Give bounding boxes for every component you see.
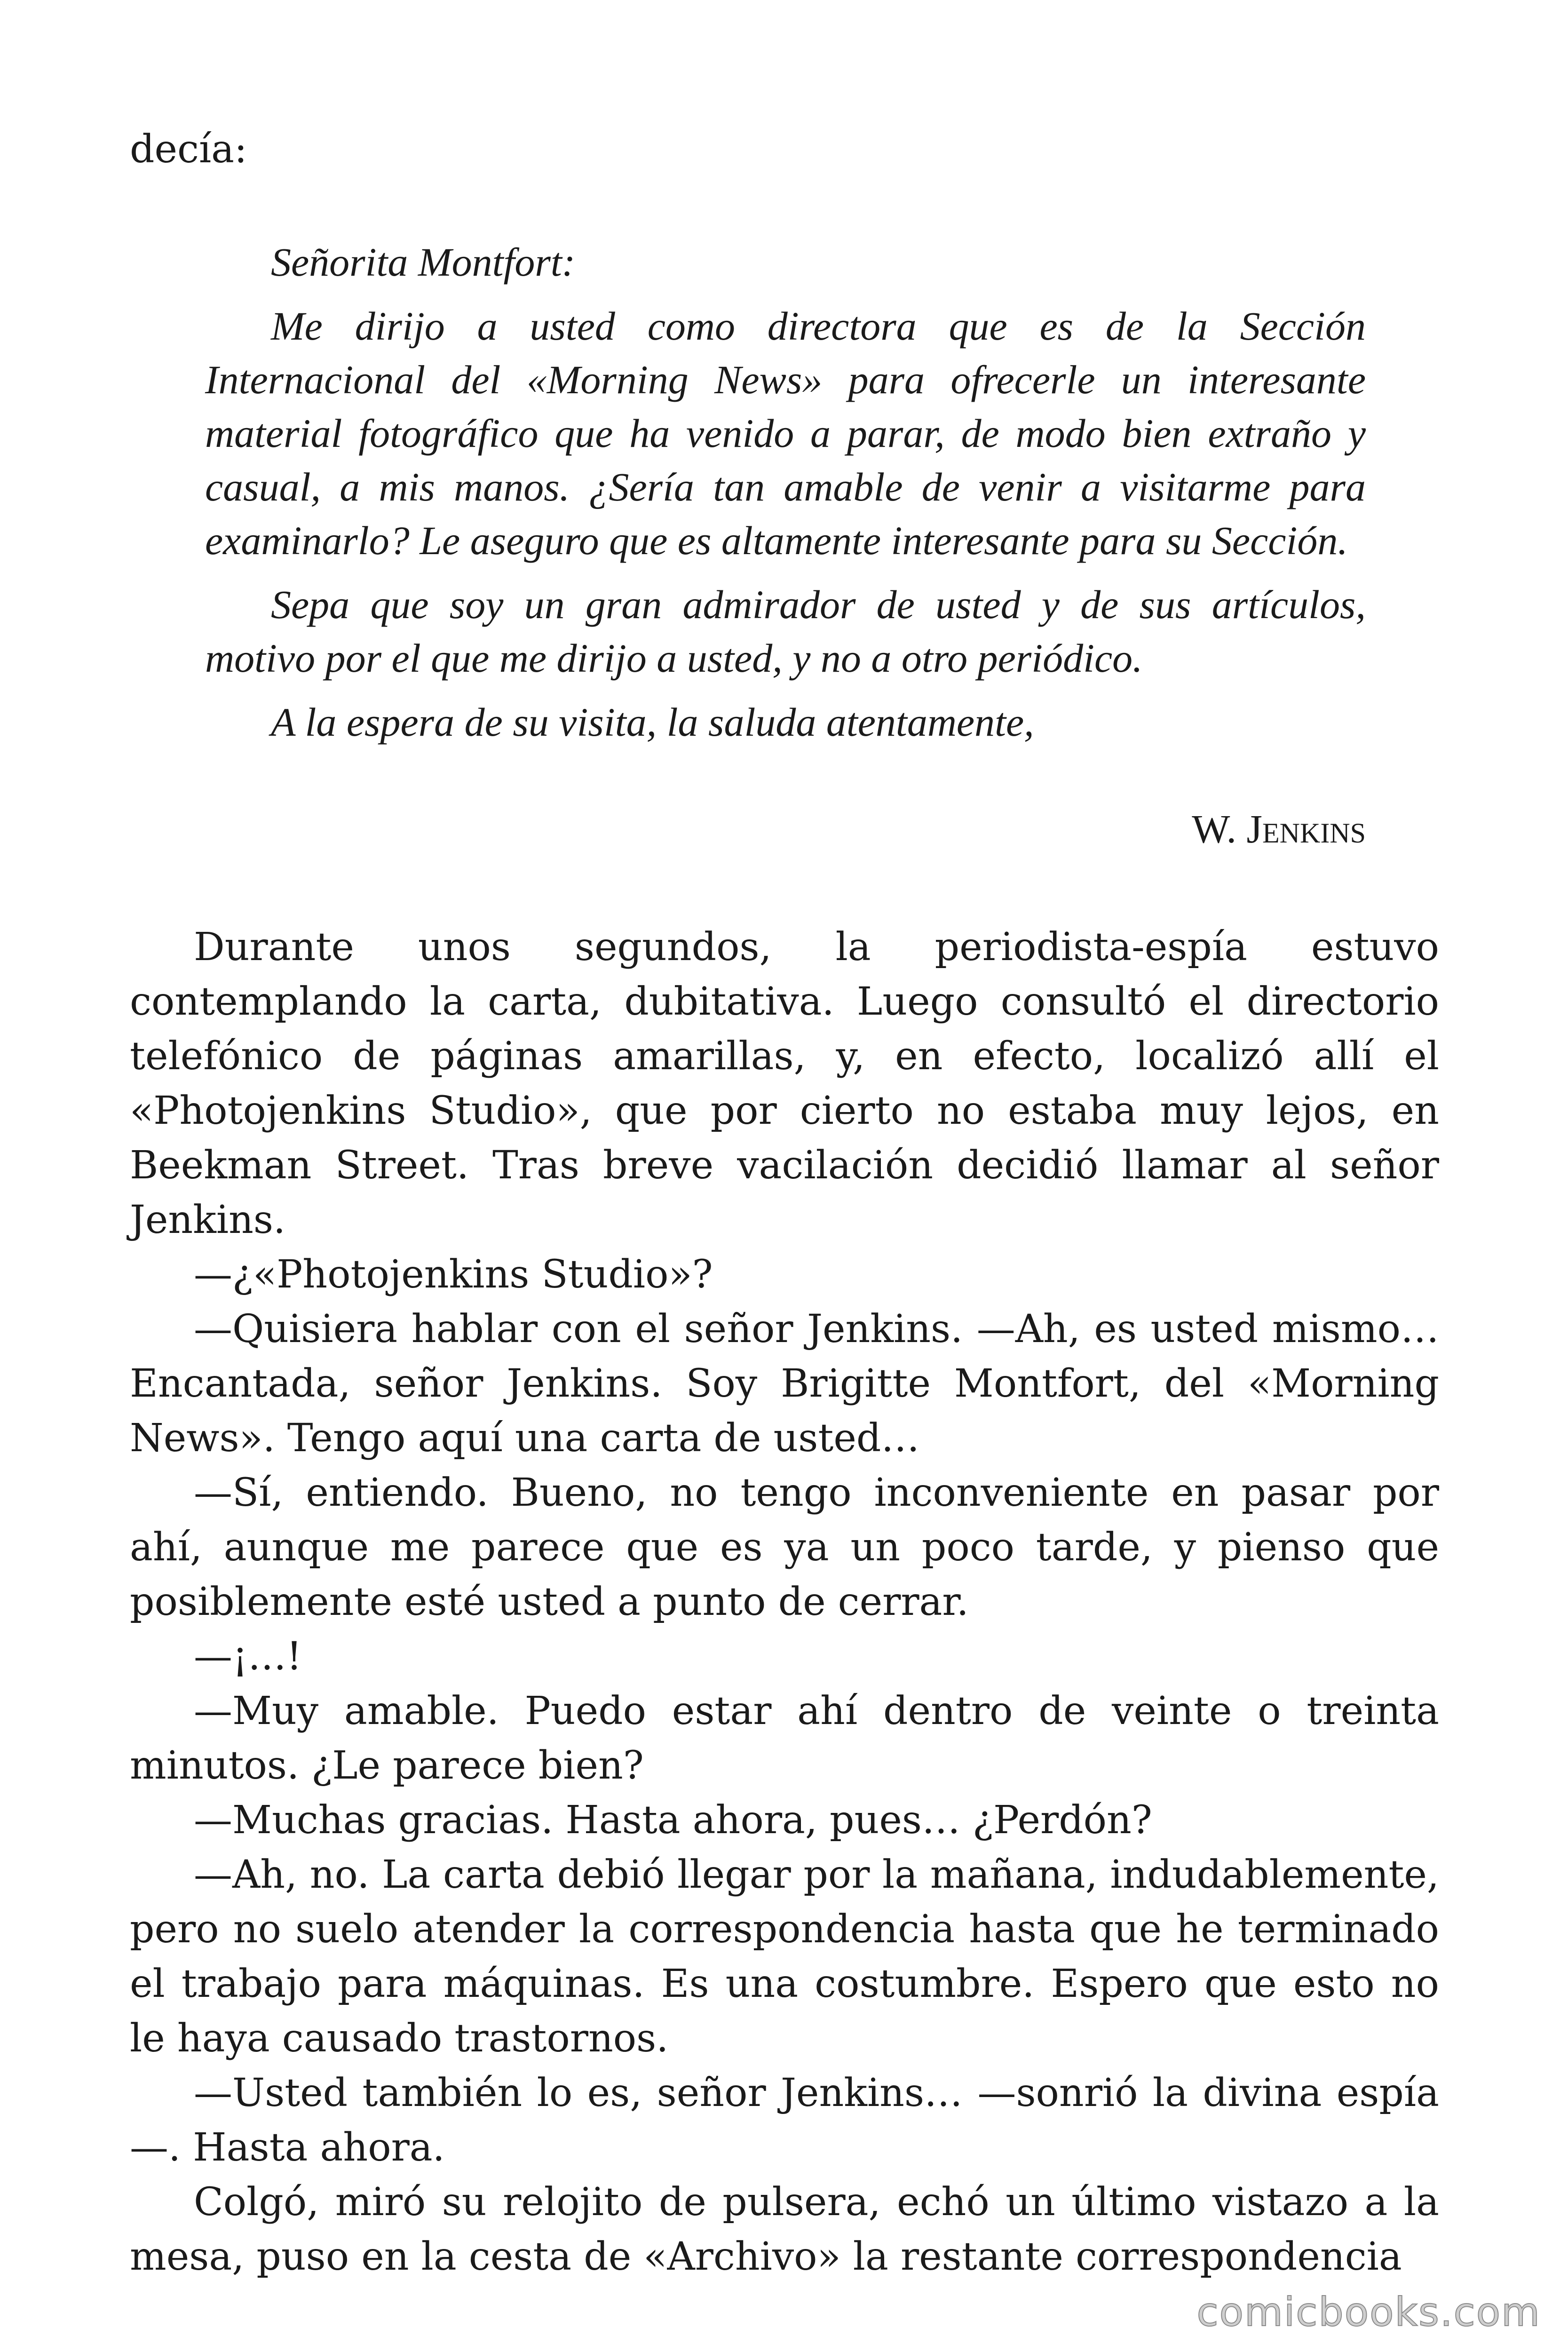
letter-paragraph: Me dirijo a usted como directora que es de la Sección Internacional del «Morning News» para ofrecerle un interesante material fotográfico que ha venido a parar, de modo bien extraño y casual, a mis manos. ¿Sería tan amable de venir a visitarme para examinarlo? Le aseguro que es altamente interesante para su Sección. xyxy=(205,303,1366,563)
opening-line: decía: xyxy=(130,127,247,172)
letter-closing: A la espera de su visita, la saluda atentamente, xyxy=(271,699,1034,745)
body-paragraph: —Sí, entiendo. Bueno, no tengo inconveniente en pasar por ahí, aunque me parece que es ya un poco tarde, y pienso que posiblemente esté usted a punto de cerrar. xyxy=(130,1470,1439,1624)
body-paragraph: —Ah, no. La carta debió llegar por la mañana, indudablemente, pero no suelo atender la correspondencia hasta que he terminado el trabajo para máquinas. Es una costumbre. Espero que esto no le haya causado trastornos. xyxy=(130,1852,1439,2061)
quoted-letter xyxy=(205,235,1366,749)
narrative-text xyxy=(130,920,1439,2284)
body-paragraph: —¿«Photojenkins Studio»? xyxy=(194,1252,713,1297)
body-paragraph: —Usted también lo es, señor Jenkins… —sonrió la divina espía —. Hasta ahora. xyxy=(130,2071,1439,2170)
body-paragraph: Durante unos segundos, la periodista-espía estuvo contemplando la carta, dubitativa. Luego consultó el directorio telefónico de páginas amarillas, y, en efecto, localizó allí el «Photojenkins Studio», que por cierto no estaba muy lejos, en Beekman Street. Tras breve vacilación decidió llamar al señor Jenkins. xyxy=(130,925,1439,1242)
body-paragraph: —Quisiera hablar con el señor Jenkins. —Ah, es usted mismo… Encantada, señor Jenkins. Soy Brigitte Montfort, del «Morning News». Tengo aquí una carta de usted… xyxy=(130,1307,1439,1461)
body-paragraph: —Muchas gracias. Hasta ahora, pues… ¿Perdón? xyxy=(194,1798,1152,1843)
letter-paragraph: Sepa que soy un gran admirador de usted y de sus artículos, motivo por el que me dirijo a usted, y no a otro periódico. xyxy=(205,582,1366,681)
body-paragraph: Colgó, miró su relojito de pulsera, echó un último vistazo a la mesa, puso en la cesta de «Archivo» la restante correspondencia xyxy=(130,2180,1439,2279)
body-paragraph: —Muy amable. Puedo estar ahí dentro de veinte o treinta minutos. ¿Le parece bien? xyxy=(130,1689,1439,1788)
body-paragraph: —¡…! xyxy=(194,1634,302,1679)
letter-salutation: Señorita Montfort: xyxy=(271,239,576,285)
letter-signature: W. Jenkins xyxy=(1192,806,1366,851)
watermark: comicbooks.com xyxy=(1196,2289,1541,2335)
